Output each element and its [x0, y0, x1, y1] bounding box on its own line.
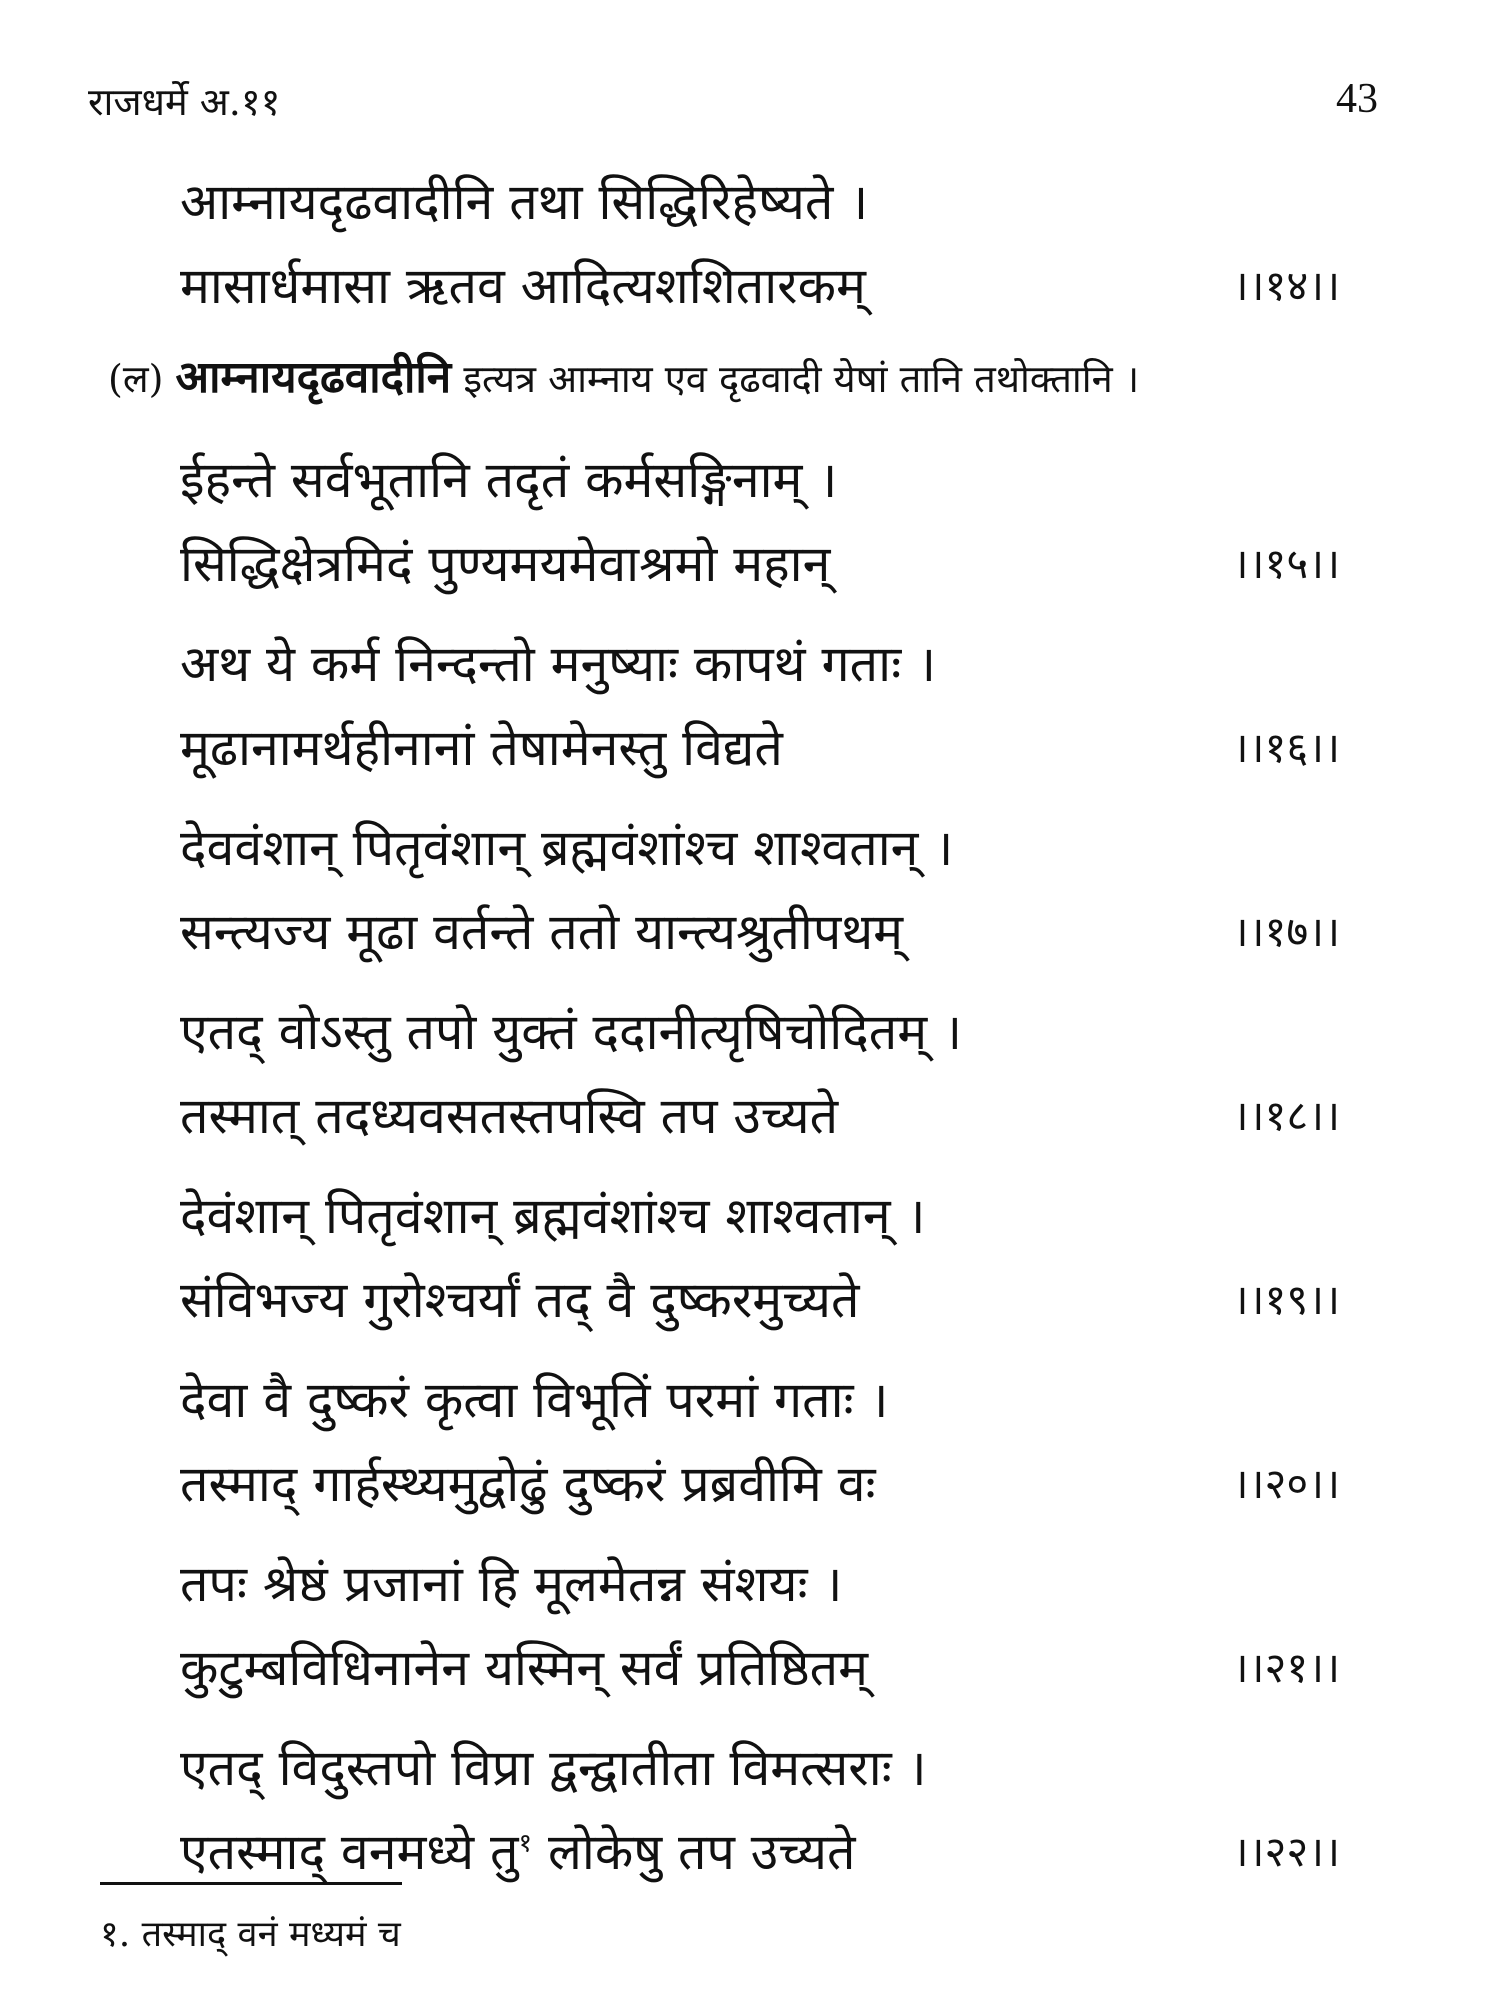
verse-number: ।।१७।।	[1232, 907, 1340, 956]
verse-text: सिद्धिक्षेत्रमिदं पुण्यमयमेवाश्रमो महान्	[180, 535, 831, 593]
footnote-marker: १.	[100, 1914, 131, 1955]
verse-text: ईहन्ते सर्वभूतानि तदृतं कर्मसङ्गिनाम् ।	[180, 451, 838, 509]
verse-text: एतद् वोऽस्तु तपो युक्तं ददानीत्यृषिचोदितम् ।	[180, 1003, 963, 1061]
verse-number: ।।२१।।	[1232, 1643, 1340, 1692]
verse-number: ।।१६।।	[1232, 723, 1340, 772]
verse-text: देववंशान् पितृवंशान् ब्रह्मवंशांश्च शाश्वतान् ।	[180, 819, 954, 877]
page-body	[0, 160, 1500, 1894]
verse-text: तस्माद् गार्हस्थ्यमुद्वोढुं दुष्करं प्रब्रवीमि वः	[180, 1455, 876, 1513]
verse-14	[180, 160, 1340, 328]
verse-line	[180, 522, 1340, 606]
verse-number: ।।१४।।	[1232, 261, 1340, 310]
commentary-marker: (ल)	[108, 357, 164, 401]
verse-number: ।।२२।।	[1232, 1827, 1340, 1876]
verse-line	[180, 1074, 1340, 1158]
verse-line	[180, 990, 1340, 1074]
verse-text: देवा वै दुष्करं कृत्वा विभूतिं परमां गताः ।	[180, 1371, 889, 1429]
footnote-divider	[100, 1882, 402, 1885]
verse-text: मासार्धमासा ऋतव आदित्यशशितारकम्	[180, 257, 866, 315]
verse-number: ।।१९।।	[1232, 1275, 1340, 1324]
verse-line	[180, 1442, 1340, 1526]
verse-text: सन्त्यज्य मूढा वर्तन्ते ततो यान्त्यश्रुतीपथम्	[180, 903, 904, 961]
verse-text: तस्मात् तदध्यवसतस्तपस्वि तप उच्यते	[180, 1087, 839, 1145]
verse-number: ।।१५।।	[1232, 539, 1340, 588]
footnote	[100, 1910, 401, 1960]
verse-line	[180, 890, 1340, 974]
verse-text: मूढानामर्थहीनानां तेषामेनस्तु विद्यते	[180, 719, 783, 777]
verse-16	[180, 622, 1340, 790]
verse-text: लोकेषु तप उच्यते	[532, 1823, 856, 1881]
verse-text: आम्नायदृढवादीनि तथा सिद्धिरिहेष्यते ।	[180, 173, 869, 231]
verse-line	[180, 1174, 1340, 1258]
footnote-text: तस्माद् वनं मध्यमं च	[141, 1914, 401, 1955]
running-title: राजधर्मे अ.११	[88, 80, 281, 124]
footnote-reference: १	[518, 1828, 533, 1859]
verse-text: एतद् विदुस्तपो विप्रा द्वन्द्वातीता विमत्सराः ।	[180, 1739, 927, 1797]
verse-number: ।।१८।।	[1232, 1091, 1340, 1140]
verse-text: तपः श्रेष्ठं प्रजानां हि मूलमेतन्न संशयः ।	[180, 1555, 843, 1613]
commentary-lead: आम्नायदृढवादीनि	[175, 352, 452, 403]
verse-line	[180, 160, 1340, 244]
verse-text: एतस्माद् वनमध्ये तु	[180, 1823, 519, 1881]
page-number: 43	[1336, 76, 1378, 122]
verse-22	[180, 1726, 1340, 1894]
verse-text: अथ ये कर्म निन्दन्तो मनुष्याः कापथं गताः ।	[180, 635, 937, 693]
verse-21	[180, 1542, 1340, 1710]
verse-19	[180, 1174, 1340, 1342]
commentary-note	[108, 342, 1408, 414]
verse-text: देवंशान् पितृवंशान् ब्रह्मवंशांश्च शाश्वतान् ।	[180, 1187, 926, 1245]
verse-line	[180, 1626, 1340, 1710]
verse-line	[180, 806, 1340, 890]
verse-line	[180, 1726, 1340, 1810]
verse-line	[180, 1258, 1340, 1342]
verse-line	[180, 438, 1340, 522]
verse-number: ।।२०।।	[1232, 1459, 1340, 1508]
verse-15	[180, 438, 1340, 606]
commentary-text: इत्यत्र आम्नाय एव दृढवादी येषां तानि तथोक्तानि ।	[463, 357, 1140, 401]
verse-line	[180, 1358, 1340, 1442]
verse-text: कुटुम्बविधिनानेन यस्मिन् सर्वं प्रतिष्ठितम्	[180, 1639, 869, 1697]
verse-17	[180, 806, 1340, 974]
verse-line	[180, 622, 1340, 706]
verse-text: संविभज्य गुरोश्चर्यां तद् वै दुष्करमुच्यते	[180, 1271, 860, 1329]
verse-18	[180, 990, 1340, 1158]
verse-20	[180, 1358, 1340, 1526]
verse-line	[180, 244, 1340, 328]
verse-line	[180, 706, 1340, 790]
verse-line	[180, 1542, 1340, 1626]
